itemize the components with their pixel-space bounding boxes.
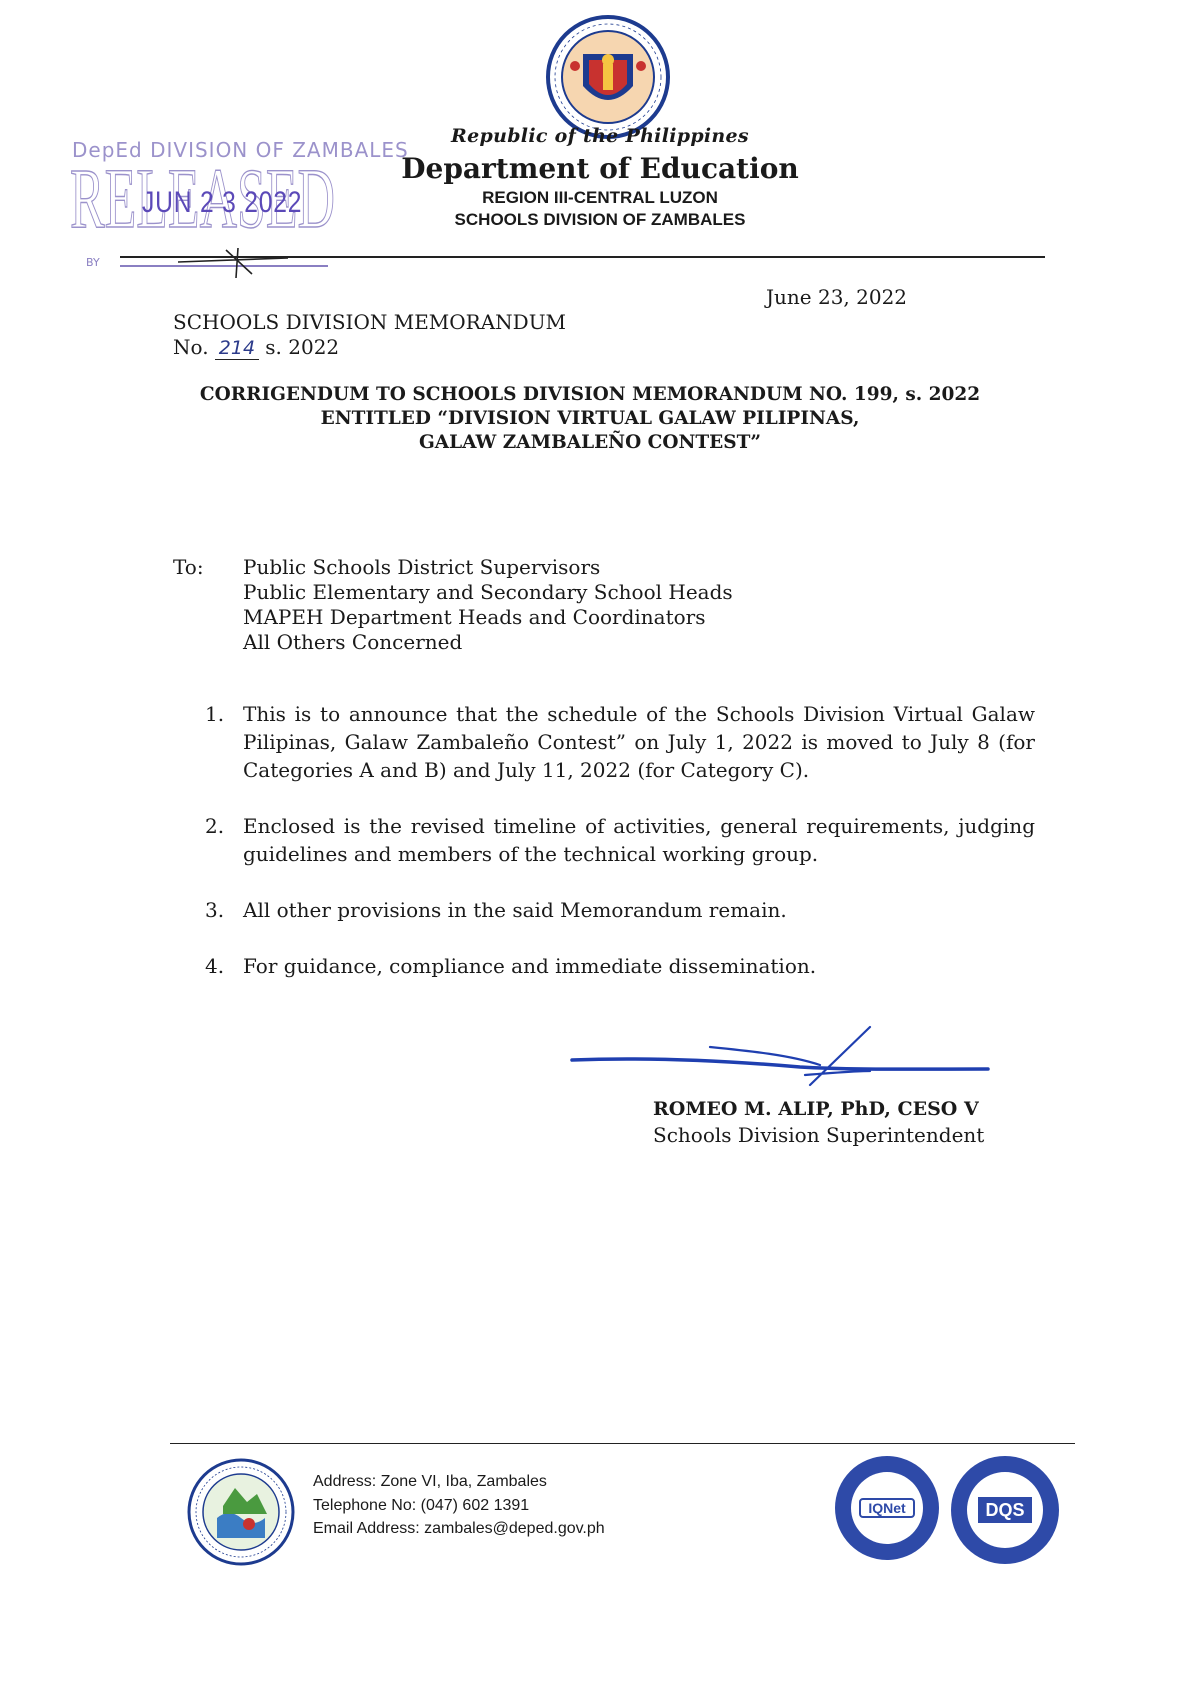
signatory-name: ROMEO M. ALIP, PhD, CESO V: [653, 1098, 979, 1120]
recipient: All Others Concerned: [243, 630, 463, 654]
signatory-title: Schools Division Superintendent: [653, 1123, 985, 1147]
footer-divider: [170, 1443, 1075, 1444]
memo-item: [205, 952, 1035, 980]
subject-line: GALAW ZAMBALEÑO CONTEST”: [418, 432, 762, 453]
memo-number: [173, 335, 339, 360]
memo-item-text: This is to announce that the schedule of the Schools Division Virtual Galaw Pilipinas, Galaw Zambaleño Contest” on July 1, 2022 is moved to July 8 (for Categories A and B) and July 11, 2022 (for Category C).: [243, 702, 1035, 782]
memo-items: [205, 700, 1035, 1008]
memo-subject: [140, 383, 1040, 455]
sdo-zambales-logo-icon: [187, 1458, 295, 1566]
memo-item: [205, 700, 1035, 784]
division-heading: SCHOOLS DIVISION OF ZAMBALES: [454, 210, 746, 229]
deped-seal-icon: [545, 14, 671, 140]
svg-text:IQNet: IQNet: [868, 1500, 906, 1516]
footer-telephone: Telephone No: (047) 602 1391: [313, 1496, 530, 1514]
department-heading: Department of Education: [401, 152, 799, 185]
stamp-initial-mark: [118, 240, 333, 280]
stamp-date: JUN 2 3 2022: [142, 186, 303, 219]
memo-number-value: 214: [215, 337, 259, 360]
memo-item-number: 3.: [205, 898, 225, 922]
memo-type-label: SCHOOLS DIVISION MEMORANDUM: [173, 310, 567, 334]
memo-item-text: Enclosed is the revised timeline of activities, general requirements, judging guidelines and members of the technical working group.: [243, 814, 1035, 866]
memo-item: [205, 896, 1035, 924]
dqs-iso-9001-icon: [948, 1453, 1063, 1568]
memo-item-number: 4.: [205, 954, 225, 978]
stamp-by-label: BY: [86, 256, 100, 269]
region-heading: REGION III-CENTRAL LUZON: [482, 188, 718, 207]
memo-number-series: s. 2022: [265, 335, 340, 359]
recipient-list: [243, 555, 733, 655]
footer-email: Email Address: zambales@deped.gov.ph: [313, 1520, 605, 1537]
memo-item: [205, 812, 1035, 868]
svg-text:DQS: DQS: [985, 1500, 1025, 1520]
memo-item-text: All other provisions in the said Memorandum remain.: [243, 898, 787, 922]
stamp-office-text: DepEd DIVISION OF ZAMBALES: [72, 138, 409, 162]
memo-number-prefix: No.: [173, 335, 209, 359]
subject-line: ENTITLED “DIVISION VIRTUAL GALAW PILIPINAS,: [320, 408, 860, 429]
iqnet-certified-icon: [832, 1453, 942, 1563]
footer-address: Address: Zone VI, Iba, Zambales: [313, 1473, 547, 1490]
recipient: MAPEH Department Heads and Coordinators: [243, 605, 706, 629]
signature-mark: [570, 1025, 990, 1090]
stamp-word: RELEASED: [70, 165, 335, 240]
memo-item-number: 1.: [205, 702, 225, 726]
to-label: To:: [173, 555, 204, 579]
footer-contact: [313, 1470, 605, 1541]
subject-line: CORRIGENDUM TO SCHOOLS DIVISION MEMORANDUM NO. 199, s. 2022: [199, 384, 981, 405]
republic-heading: Republic of the Philippines: [451, 125, 749, 147]
memo-date: June 23, 2022: [766, 285, 908, 309]
recipient: Public Schools District Supervisors: [243, 555, 601, 579]
memo-item-number: 2.: [205, 814, 225, 838]
recipient: Public Elementary and Secondary School Heads: [243, 580, 733, 604]
memo-item-text: For guidance, compliance and immediate dissemination.: [243, 954, 817, 978]
